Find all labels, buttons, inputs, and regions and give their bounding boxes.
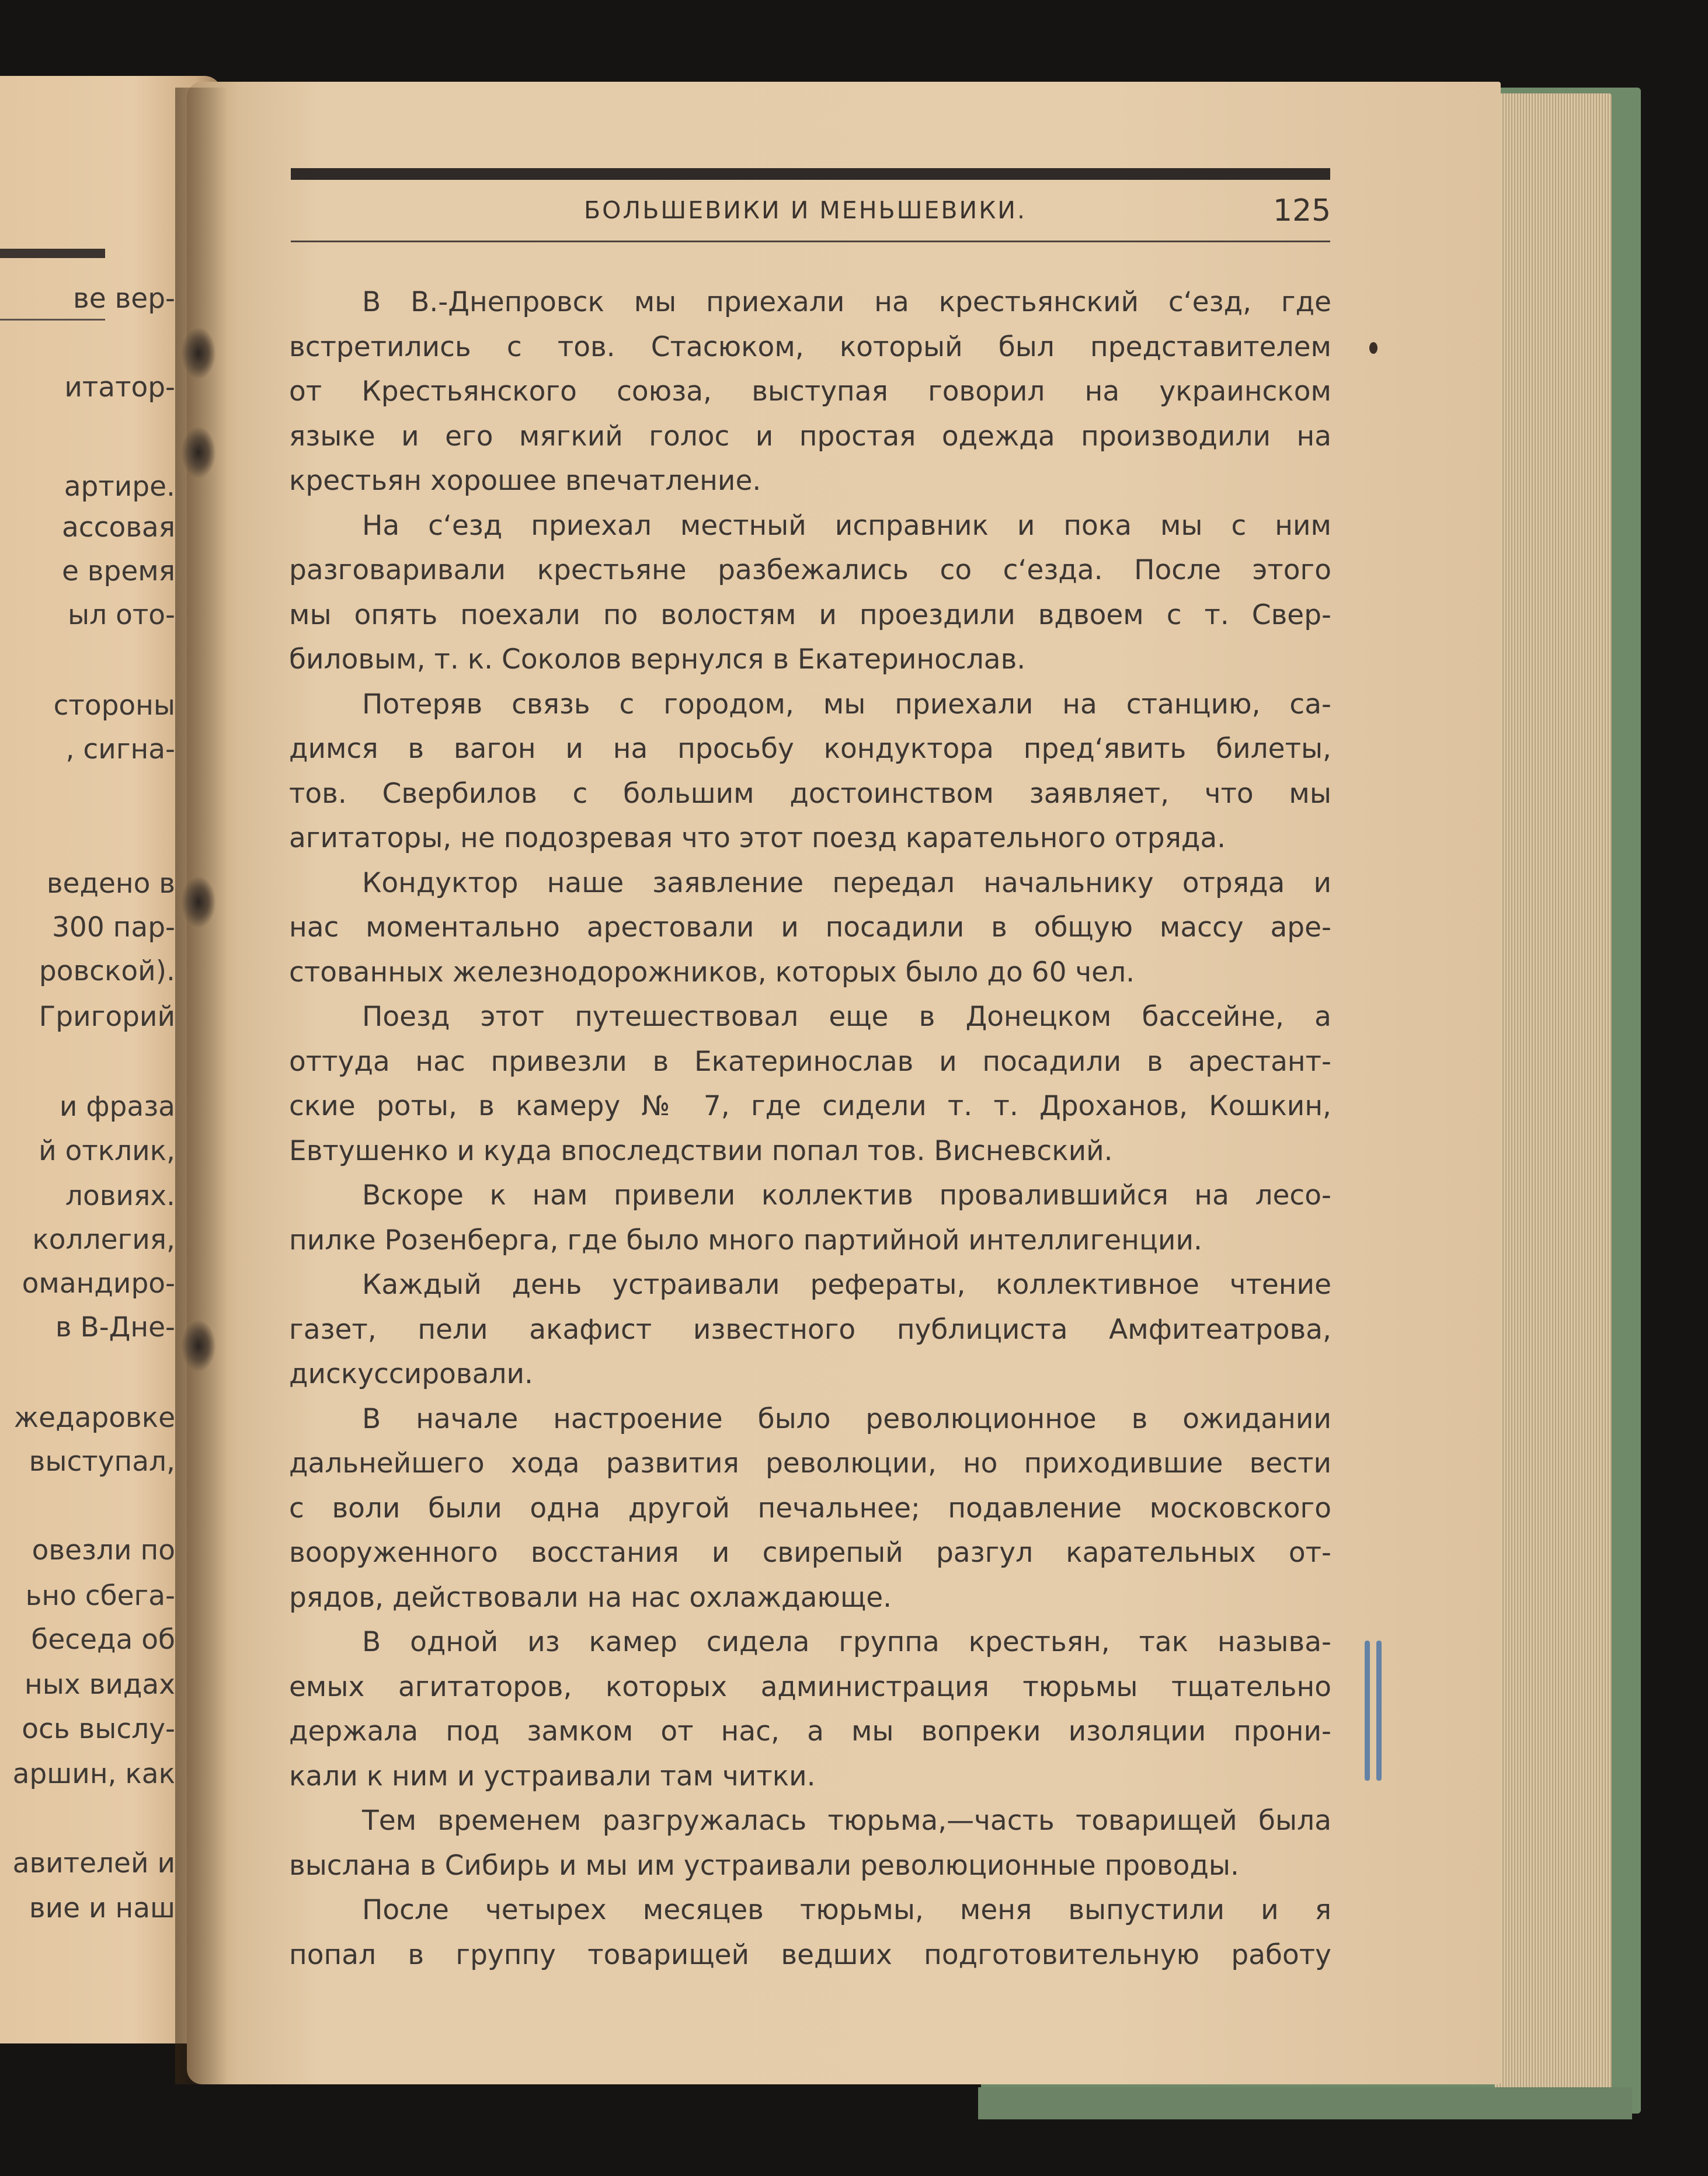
body-text	[289, 280, 1331, 1977]
binding-tear-mark	[181, 876, 216, 928]
left-page-line: е время	[61, 555, 175, 587]
left-page-line: й отклик,	[39, 1135, 175, 1167]
left-page-line: стороны	[53, 690, 175, 722]
left-page-line: ных видах	[25, 1669, 175, 1701]
body-line: емых агитаторов, которых администрация тюрьмы тщательно	[289, 1670, 1331, 1703]
body-line: На с‘езд приехал местный исправник и пока мы с ним	[362, 509, 1331, 542]
ink-dot	[1369, 342, 1377, 354]
header-rule-thin	[291, 241, 1330, 242]
body-line: В В.-Днепровск мы приехали на крестьянский с‘езд, где	[362, 286, 1331, 318]
left-page-line: 300 пар-	[52, 911, 175, 943]
left-page-line: омандиро-	[22, 1268, 175, 1300]
body-line: Вскоре к нам привели коллектив провалившийся на лесо-	[362, 1179, 1331, 1211]
body-line: димся в вагон и на просьбу кондуктора пред‘явить билеты,	[289, 733, 1331, 765]
body-line: разговаривали крестьяне разбежались со с‘езда. После этого	[289, 554, 1331, 586]
left-page-line: артире.	[64, 471, 175, 503]
left-page-line: беседа об	[31, 1624, 175, 1656]
body-line: держала под замком от нас, а мы вопреки изоляции прони-	[289, 1715, 1331, 1747]
binding-shadow	[175, 88, 228, 2084]
body-line: агитаторы, не подозревая что этот поезд карательного отряда.	[289, 822, 1226, 854]
body-line: Потеряв связь с городом, мы приехали на станцию, са-	[362, 688, 1331, 720]
pencil-margin-mark	[1363, 1641, 1383, 1781]
body-line: Кондуктор наше заявление передал начальнику отряда и	[362, 866, 1331, 899]
cover-bottom-strip	[978, 2087, 1632, 2119]
left-page-line: , сигна-	[65, 733, 175, 765]
left-page-line: ассовая	[61, 511, 175, 544]
left-page-line: итатор-	[64, 371, 175, 403]
left-page-line: коллегия,	[32, 1224, 175, 1256]
body-line: от Крестьянского союза, выступая говорил на украинском	[289, 375, 1331, 408]
binding-tear-mark	[181, 1319, 216, 1372]
body-line: ские роты, в камеру № 7, где сидели т. т. Дроханов, Кошкин,	[289, 1090, 1331, 1122]
left-page-line: Григорий	[39, 1001, 175, 1033]
body-line: тов. Свербилов с большим достоинством заявляет, что мы	[289, 777, 1331, 810]
left-page-line: жедаровке	[13, 1402, 175, 1434]
body-line: попал в группу товарищей ведших подготовительную работу	[289, 1938, 1331, 1971]
left-page-line: и фраза	[59, 1091, 175, 1123]
left-page-line: овезли по	[32, 1534, 175, 1566]
left-page-line: вие и наш	[29, 1892, 175, 1924]
body-line: мы опять поехали по волостям и проездили вдвоем с т. Свер-	[289, 598, 1331, 631]
page-number: 125	[1273, 193, 1331, 228]
body-line: дальнейшего хода развития революции, но приходившие вести	[289, 1447, 1331, 1479]
header-rule	[291, 168, 1330, 180]
left-page-line: ве вер-	[73, 283, 175, 315]
body-line: языке и его мягкий голос и простая одежда производили на	[289, 420, 1331, 452]
body-line: вооруженного восстания и свирепый разгул карательных от-	[289, 1537, 1331, 1569]
left-header-rule	[0, 249, 105, 258]
body-line: оттуда нас привезли в Екатеринослав и посадили в арестант-	[289, 1045, 1331, 1078]
page-edges	[1495, 93, 1612, 2090]
body-line: с воли были одна другой печальнее; подавление московского	[289, 1492, 1331, 1524]
body-line: встретились с тов. Стасюком, который был представителем	[289, 330, 1331, 363]
body-line: газет, пели акафист известного публициста Амфитеатрова,	[289, 1313, 1331, 1346]
binding-tear-mark	[181, 327, 216, 380]
body-line: В начале настроение было революционное в ожидании	[362, 1402, 1331, 1435]
body-line: биловым, т. к. Соколов вернулся в Екатеринослав.	[289, 643, 1026, 676]
body-line: В одной из камер сидела группа крестьян, так называ-	[362, 1626, 1331, 1658]
body-line: Евтушенко и куда впоследствии попал тов. Висневский.	[289, 1134, 1113, 1167]
left-page-line: ловиях.	[65, 1180, 175, 1212]
body-line: кали к ним и устраивали там читки.	[289, 1760, 816, 1792]
left-page-line: в В-Дне-	[55, 1311, 175, 1343]
body-line: Поезд этот путешествовал еще в Донецком бассейне, а	[362, 1001, 1331, 1033]
left-page-line: ровской).	[39, 955, 175, 987]
left-page-line: выступал,	[29, 1446, 175, 1478]
left-page-line: ыл ото-	[68, 599, 175, 631]
left-page-line: ьно сбега-	[25, 1580, 175, 1612]
body-line: Тем временем разгружалась тюрьма,—часть товарищей была	[362, 1805, 1331, 1837]
body-line: крестьян хорошее впечатление.	[289, 465, 761, 497]
left-page-line: аршин, как	[12, 1758, 175, 1790]
left-header-rule-thin	[0, 319, 105, 321]
left-page-line: ведено в	[46, 868, 175, 900]
body-line: рядов, действовали на нас охлаждающе.	[289, 1581, 892, 1614]
body-line: дискуссировали.	[289, 1358, 533, 1390]
running-title: БОЛЬШЕВИКИ И МЕНЬШЕВИКИ.	[584, 196, 1027, 224]
body-line: пилке Розенберга, где было много партийной интеллигенции.	[289, 1224, 1202, 1256]
left-page-line: авителей и	[12, 1847, 175, 1879]
body-line: выслана в Сибирь и мы им устраивали революционные проводы.	[289, 1849, 1239, 1882]
body-line: Каждый день устраивали рефераты, коллективное чтение	[362, 1269, 1331, 1301]
body-line: стованных железнодорожников, которых было до 60 чел.	[289, 956, 1135, 988]
body-line: После четырех месяцев тюрьмы, меня выпустили и я	[362, 1894, 1331, 1926]
binding-tear-mark	[181, 426, 216, 479]
body-line: нас моментально арестовали и посадили в общую массу аре-	[289, 911, 1331, 943]
left-page-line: ось выслу-	[22, 1713, 175, 1745]
